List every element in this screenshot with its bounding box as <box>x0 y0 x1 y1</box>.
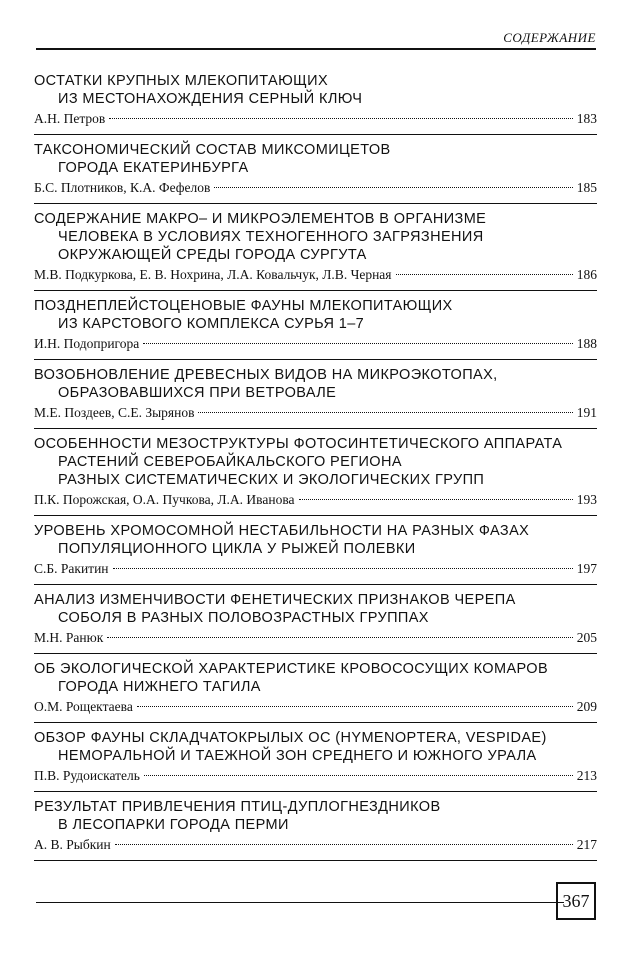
entry-author-row <box>34 697 597 717</box>
entry-page-number: 186 <box>576 267 597 282</box>
entry-title-line: ОБРАЗОВАВШИХСЯ ПРИ ВЕТРОВАЛЕ <box>58 385 337 401</box>
toc-entry[interactable] <box>34 585 597 654</box>
entry-authors: С.Б. Ракитин <box>34 561 109 576</box>
dot-leader <box>299 499 573 500</box>
entry-author-row <box>34 265 597 285</box>
toc-entry[interactable] <box>34 360 597 429</box>
header-rule <box>36 48 596 50</box>
entry-authors: А.Н. Петров <box>34 111 106 126</box>
entry-author-row <box>34 628 597 648</box>
dot-leader <box>109 118 572 119</box>
entry-title-line: ОСТАТКИ КРУПНЫХ МЛЕКОПИТАЮЩИХ <box>34 73 329 89</box>
toc-entry[interactable] <box>34 654 597 723</box>
entry-title-line: ПОПУЛЯЦИОННОГО ЦИКЛА У РЫЖЕЙ ПОЛЕВКИ <box>58 541 416 557</box>
entry-title-line: ГОРОДА НИЖНЕГО ТАГИЛА <box>58 679 261 695</box>
entry-author-row <box>34 559 597 579</box>
entry-title-line: ИЗ КАРСТОВОГО КОМПЛЕКСА СУРЬЯ 1–7 <box>58 316 365 332</box>
entry-author-row <box>34 403 597 423</box>
entry-title-line: СОБОЛЯ В РАЗНЫХ ПОЛОВОЗРАСТНЫХ ГРУППАХ <box>58 610 429 626</box>
entry-page-number: 209 <box>576 699 597 714</box>
entry-title-line: РАСТЕНИЙ СЕВЕРОБАЙКАЛЬСКОГО РЕГИОНА <box>58 454 402 470</box>
entry-author-row <box>34 835 597 855</box>
entry-title <box>34 210 597 264</box>
entry-page-number: 188 <box>576 336 597 351</box>
dot-leader <box>214 187 572 188</box>
entry-title-line: ЧЕЛОВЕКА В УСЛОВИЯХ ТЕХНОГЕННОГО ЗАГРЯЗНЕНИЯ <box>58 229 484 245</box>
entry-title <box>34 72 597 108</box>
entry-page-number: 213 <box>576 768 597 783</box>
dot-leader <box>198 412 572 413</box>
entry-author-row <box>34 766 597 786</box>
dot-leader <box>396 274 573 275</box>
entry-authors: Б.С. Плотников, К.А. Фефелов <box>34 180 211 195</box>
entry-title <box>34 366 597 402</box>
entry-title-line: РЕЗУЛЬТАТ ПРИВЛЕЧЕНИЯ ПТИЦ-ДУПЛОГНЕЗДНИКОВ <box>34 799 441 815</box>
dot-leader <box>143 343 573 344</box>
entry-page-number: 217 <box>576 837 597 852</box>
page-number-box <box>556 882 596 920</box>
entry-title-line: ВОЗОБНОВЛЕНИЕ ДРЕВЕСНЫХ ВИДОВ НА МИКРОЭКОТОПАХ, <box>34 367 498 383</box>
entry-author-row <box>34 178 597 198</box>
entry-title <box>34 729 597 765</box>
toc-list <box>34 66 597 861</box>
entry-title-line: ПОЗДНЕПЛЕЙСТОЦЕНОВЫЕ ФАУНЫ МЛЕКОПИТАЮЩИХ <box>34 298 453 314</box>
entry-page-number: 197 <box>576 561 597 576</box>
toc-entry[interactable] <box>34 429 597 516</box>
toc-entry[interactable] <box>34 291 597 360</box>
dot-leader <box>144 775 573 776</box>
entry-page-number: 193 <box>576 492 597 507</box>
dot-leader <box>137 706 573 707</box>
entry-page-number: 191 <box>576 405 597 420</box>
entry-title <box>34 660 597 696</box>
entry-authors: И.Н. Подопригора <box>34 336 140 351</box>
entry-author-row <box>34 334 597 354</box>
entry-authors: О.М. Рощектаева <box>34 699 133 714</box>
dot-leader <box>113 568 573 569</box>
entry-authors: М.Н. Ранюк <box>34 630 104 645</box>
toc-entry[interactable] <box>34 66 597 135</box>
entry-authors: М.Е. Поздеев, С.Е. Зырянов <box>34 405 195 420</box>
entry-page-number: 205 <box>576 630 597 645</box>
toc-entry[interactable] <box>34 516 597 585</box>
entry-author-row <box>34 109 597 129</box>
toc-entry[interactable] <box>34 723 597 792</box>
entry-page-number: 183 <box>576 111 597 126</box>
entry-title-line: ОБ ЭКОЛОГИЧЕСКОЙ ХАРАКТЕРИСТИКЕ КРОВОСОСУЩИХ КОМАРОВ <box>34 661 549 677</box>
entry-title <box>34 522 597 558</box>
entry-title-line: ГОРОДА ЕКАТЕРИНБУРГА <box>58 160 249 176</box>
entry-title <box>34 141 597 177</box>
entry-title-line: СОДЕРЖАНИЕ МАКРО– И МИКРОЭЛЕМЕНТОВ В ОРГАНИЗМЕ <box>34 211 487 227</box>
page-number: 367 <box>562 890 590 911</box>
section-label: СОДЕРЖАНИЕ <box>503 30 596 45</box>
entry-authors: А. В. Рыбкин <box>34 837 111 852</box>
entry-title-line: ОСОБЕННОСТИ МЕЗОСТРУКТУРЫ ФОТОСИНТЕТИЧЕСКОГО АППАРАТА <box>34 436 563 452</box>
entry-title-line: НЕМОРАЛЬНОЙ И ТАЕЖНОЙ ЗОН СРЕДНЕГО И ЮЖНОГО УРАЛА <box>58 748 537 764</box>
entry-title <box>34 297 597 333</box>
entry-authors: М.В. Подкуркова, Е. В. Нохрина, Л.А. Ковальчук, Л.В. Черная <box>34 267 392 282</box>
entry-title <box>34 798 597 834</box>
entry-title <box>34 435 597 489</box>
entry-title-line: РАЗНЫХ СИСТЕМАТИЧЕСКИХ И ЭКОЛОГИЧЕСКИХ ГРУПП <box>58 472 485 488</box>
footer-rule <box>36 902 564 903</box>
toc-entry[interactable] <box>34 792 597 861</box>
dot-leader <box>115 844 573 845</box>
entry-authors: П.В. Рудоискатель <box>34 768 140 783</box>
dot-leader <box>107 637 573 638</box>
entry-title <box>34 591 597 627</box>
entry-authors: П.К. Порожская, О.А. Пучкова, Л.А. Иванова <box>34 492 295 507</box>
entry-title-line: ОБЗОР ФАУНЫ СКЛАДЧАТОКРЫЛЫХ ОС (HYMENOPTERA, VESPIDAE) <box>34 730 547 746</box>
entry-title-line: АНАЛИЗ ИЗМЕНЧИВОСТИ ФЕНЕТИЧЕСКИХ ПРИЗНАКОВ ЧЕРЕПА <box>34 592 516 608</box>
toc-entry[interactable] <box>34 204 597 291</box>
entry-title-line: В ЛЕСОПАРКИ ГОРОДА ПЕРМИ <box>58 817 289 833</box>
entry-author-row <box>34 490 597 510</box>
entry-title-line: ТАКСОНОМИЧЕСКИЙ СОСТАВ МИКСОМИЦЕТОВ <box>34 142 391 158</box>
toc-entry[interactable] <box>34 135 597 204</box>
entry-page-number: 185 <box>576 180 597 195</box>
entry-title-line: ОКРУЖАЮЩЕЙ СРЕДЫ ГОРОДА СУРГУТА <box>58 247 367 263</box>
entry-title-line: ИЗ МЕСТОНАХОЖДЕНИЯ СЕРНЫЙ КЛЮЧ <box>58 91 363 107</box>
entry-title-line: УРОВЕНЬ ХРОМОСОМНОЙ НЕСТАБИЛЬНОСТИ НА РАЗНЫХ ФАЗАХ <box>34 523 530 539</box>
